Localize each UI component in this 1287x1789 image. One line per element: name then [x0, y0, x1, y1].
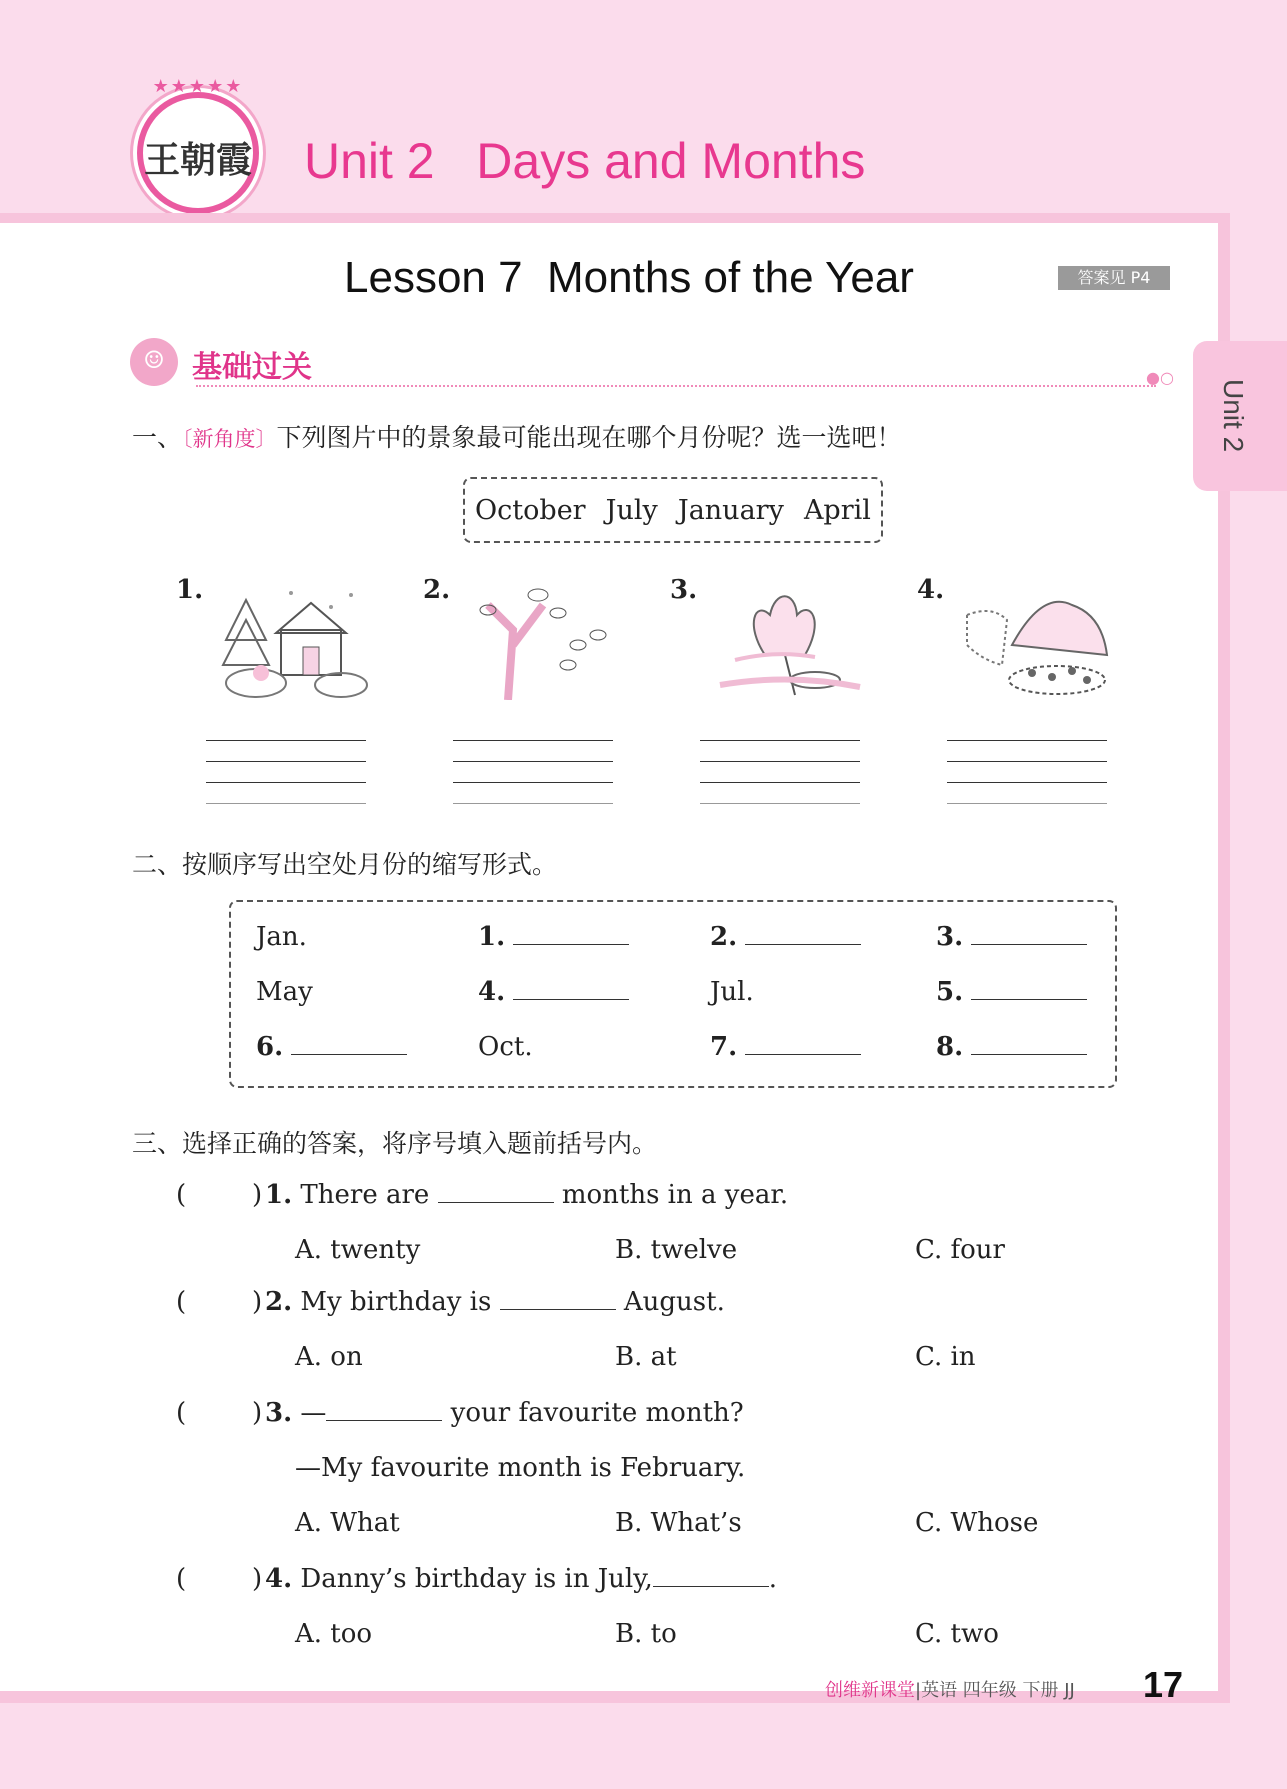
option-c[interactable]: C. Whose	[915, 1508, 1039, 1538]
footer-details: |英语 四年级 下册 JJ	[915, 1680, 1075, 1701]
publisher-logo	[137, 76, 259, 214]
question-1-prefix: 一、	[132, 423, 183, 452]
month-cell: Oct.	[478, 1032, 533, 1062]
word-bank-item: October	[475, 494, 586, 526]
answer-key-badge: 答案见 P4	[1058, 266, 1170, 290]
picture-number: 1.	[176, 575, 204, 605]
month-cell: May	[256, 977, 313, 1007]
page-number: 17	[1143, 1664, 1184, 1705]
blank-cell[interactable]: 3.	[936, 922, 1087, 952]
word-bank-item: January	[677, 494, 784, 526]
unit-side-tab	[1193, 341, 1287, 491]
answer-paren-close: )	[252, 1180, 263, 1210]
blank-cell[interactable]: 6.	[256, 1032, 407, 1062]
answer-line[interactable]	[947, 740, 1107, 741]
section-dots-icon: ●○	[1146, 368, 1174, 387]
blank-cell[interactable]: 7.	[710, 1032, 861, 1062]
option-b[interactable]: B. to	[615, 1619, 677, 1649]
lesson-title: Lesson 7 Months of the Year	[344, 253, 914, 302]
picture-item-4	[917, 575, 1167, 815]
mascot-icon: ☺	[130, 338, 178, 386]
answer-paren-open[interactable]: (	[176, 1398, 187, 1428]
question-3-heading: 三、选择正确的答案，将序号填入题前括号内。	[132, 1129, 658, 1158]
option-a[interactable]: A. on	[295, 1342, 363, 1372]
option-b[interactable]: B. twelve	[615, 1235, 738, 1265]
blank-cell[interactable]: 8.	[936, 1032, 1087, 1062]
unit-side-tab-label: Unit 2	[1218, 379, 1249, 453]
answer-line[interactable]	[206, 761, 366, 762]
footer-info	[825, 1676, 1075, 1702]
answer-paren-open[interactable]: (	[176, 1287, 187, 1317]
lotus-picture	[715, 585, 865, 700]
month-cell: Jul.	[710, 977, 754, 1007]
blank-cell[interactable]: 2.	[710, 922, 861, 952]
answer-line[interactable]	[947, 761, 1107, 762]
logo-stars: ★★★★★	[152, 76, 244, 97]
mc-question-1: 1. There are months in a year.	[265, 1180, 789, 1210]
picture-item-3	[670, 575, 920, 815]
word-bank	[463, 477, 883, 543]
falling-leaves-picture	[468, 585, 618, 700]
picture-number: 4.	[917, 575, 945, 605]
answer-line[interactable]	[700, 782, 860, 783]
answer-line[interactable]	[453, 761, 613, 762]
answer-paren-close: )	[252, 1564, 263, 1594]
unit-title: Unit 2 Days and Months	[304, 133, 866, 189]
spring-flowers-picture	[962, 585, 1112, 700]
blank-cell[interactable]: 4.	[478, 977, 629, 1007]
option-c[interactable]: C. two	[915, 1619, 999, 1649]
answer-paren-close: )	[252, 1287, 263, 1317]
word-bank-item: April	[803, 494, 871, 526]
blank-cell[interactable]: 5.	[936, 977, 1087, 1007]
mc-question-3: 3. — your favourite month?	[265, 1398, 744, 1428]
question-2-heading: 二、按顺序写出空处月份的缩写形式。	[132, 850, 558, 879]
answer-line[interactable]	[700, 761, 860, 762]
answer-line[interactable]	[206, 803, 366, 804]
mc-question-3-reply: —My favourite month is February.	[295, 1453, 746, 1483]
question-1-instruction: 下列图片中的景象最可能出现在哪个月份呢？选一选吧！	[276, 423, 902, 452]
picture-item-1	[176, 575, 426, 815]
option-a[interactable]: A. twenty	[295, 1235, 421, 1265]
section-divider	[196, 385, 1156, 387]
option-c[interactable]: C. in	[915, 1342, 976, 1372]
picture-number: 3.	[670, 575, 698, 605]
mc-question-2: 2. My birthday is August.	[265, 1287, 725, 1317]
answer-line[interactable]	[700, 803, 860, 804]
mc-question-4: 4. Danny’s birthday is in July, .	[265, 1564, 777, 1594]
option-c[interactable]: C. four	[915, 1235, 1005, 1265]
question-1-tag: 〔新角度〕	[182, 427, 277, 451]
answer-line[interactable]	[453, 740, 613, 741]
logo-text: 王朝霞	[143, 139, 252, 181]
section-label: 基础过关	[192, 350, 312, 385]
month-cell: Jan.	[256, 922, 307, 952]
answer-line[interactable]	[947, 782, 1107, 783]
footer-brand: 创维新课堂	[825, 1680, 915, 1701]
picture-number: 2.	[423, 575, 451, 605]
answer-line[interactable]	[206, 740, 366, 741]
option-a[interactable]: A. too	[295, 1619, 373, 1649]
picture-item-2	[423, 575, 673, 815]
answer-line[interactable]	[947, 803, 1107, 804]
answer-paren-open[interactable]: (	[176, 1564, 187, 1594]
snowy-house-picture	[221, 585, 371, 700]
word-bank-item: July	[605, 494, 658, 526]
answer-line[interactable]	[453, 782, 613, 783]
option-b[interactable]: B. at	[615, 1342, 677, 1372]
answer-paren-open[interactable]: (	[176, 1180, 187, 1210]
answer-line[interactable]	[206, 782, 366, 783]
option-a[interactable]: A. What	[295, 1508, 400, 1538]
answer-paren-close: )	[252, 1398, 263, 1428]
month-abbreviation-box	[229, 900, 1117, 1088]
answer-line[interactable]	[453, 803, 613, 804]
answer-line[interactable]	[700, 740, 860, 741]
option-b[interactable]: B. What’s	[615, 1508, 742, 1538]
blank-cell[interactable]: 1.	[478, 922, 629, 952]
question-1-heading	[132, 418, 902, 454]
